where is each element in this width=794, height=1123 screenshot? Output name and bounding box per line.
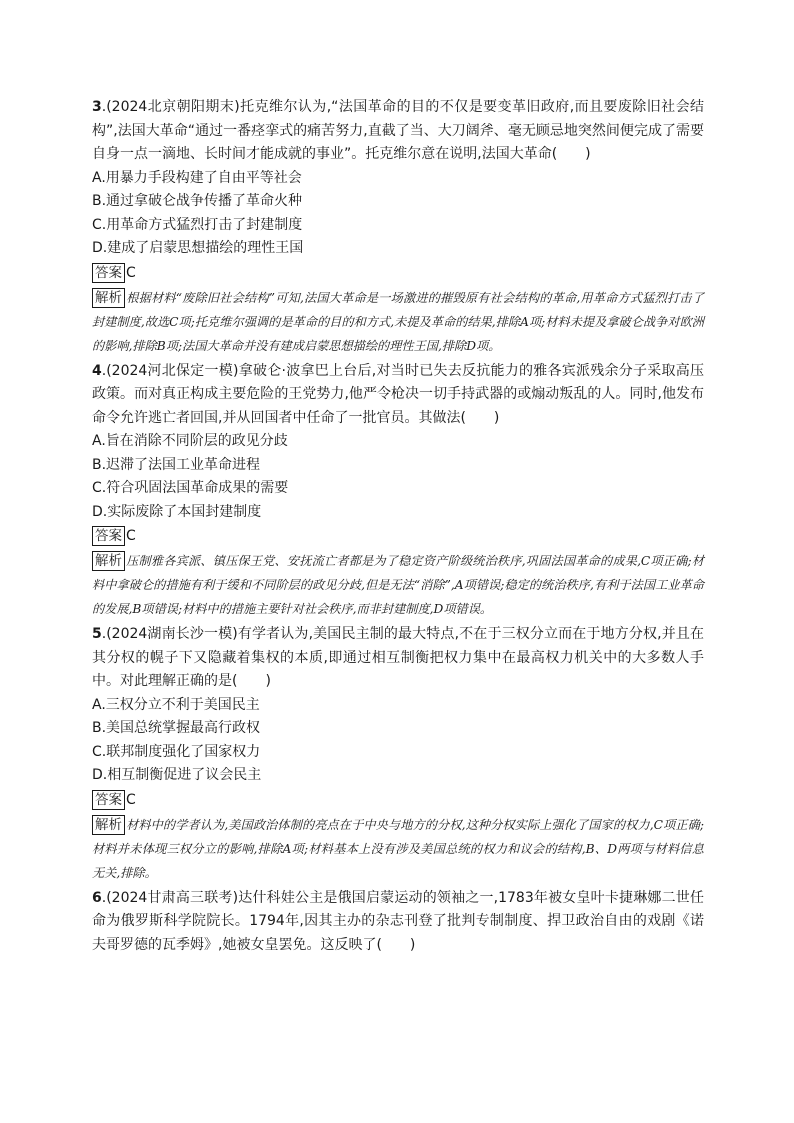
answer-value: C	[126, 264, 136, 281]
question-text: .(2024湖南长沙一模)有学者认为,美国民主制的最大特点,不在于三权分立而在于地方分权,并且在其分权的幌子下又隐藏着集权的本质,即通过相互制衡把权力集中在最高权力机关中的大多数人手中。对此理解正确的是( )	[92, 626, 704, 689]
option-c: C.联邦制度强化了国家权力	[92, 743, 261, 760]
analysis-label: 解析	[92, 815, 125, 835]
answer-line	[92, 789, 704, 811]
question-stem	[92, 96, 704, 167]
question-number: 6	[92, 889, 102, 906]
option-c: C.符合巩固法国革命成果的需要	[92, 480, 289, 496]
answer-value: C	[126, 528, 136, 544]
option-c: C.用革命方式猛烈打击了封建制度	[92, 216, 303, 233]
option-d: D.实际废除了本国封建制度	[92, 503, 262, 520]
analysis-label: 解析	[92, 551, 125, 571]
analysis-text: 材料中的学者认为,美国政治体制的亮点在于中央与地方的分权,这种分权实际上强化了国家的权力,C项正确;材料并未体现三权分立的影响,排除A项;材料基本上没有涉及美国总统的权力和议会的结构,B、D两项与材料信息无关,排除。	[92, 817, 704, 880]
analysis	[92, 549, 704, 621]
analysis-text: 根据材料“废除旧社会结构”可知,法国大革命是一场激进的摧毁原有社会结构的革命,用革命方式猛烈打击了封建制度,故选C项;托克维尔强调的是革命的目的和方式,未提及革命的结果,排除A项;材料未提及拿破仑战争对欧洲的影响,排除B项;法国大革命并没有建成启蒙思想描绘的理性王国,排除D项。	[92, 290, 704, 353]
answer-value: C	[126, 791, 136, 808]
question-3	[92, 96, 704, 358]
answer-line	[92, 525, 704, 547]
analysis-text: 压制雅各宾派、镇压保王党、安抚流亡者都是为了稳定资产阶级统治秩序,巩固法国革命的成果,C项正确;材料中拿破仑的措施有利于缓和不同阶层的政见分歧,但是无法“消除”,A项错误;稳定的统治秩序,有利于法国工业革命的发展,B项错误;材料中的措施主要针对社会秩序,而非封建制度,D项错误。	[92, 554, 704, 616]
question-number: 3	[92, 99, 102, 115]
question-stem	[92, 887, 704, 958]
option-d: D.建成了启蒙思想描绘的理性王国	[92, 240, 304, 256]
answer-label: 答案	[92, 263, 125, 283]
answer-line	[92, 262, 704, 284]
option-a: A.用暴力手段构建了自由平等社会	[92, 169, 302, 186]
question-text: .(2024北京朝阳期末)托克维尔认为,“法国革命的目的不仅是要变革旧政府,而且要废除旧社会结构”,法国大革命“通过一番痉挛式的痛苦努力,直截了当、大刀阔斧、毫无顾忌地突然间便完成了需要自身一点一滴地、长时间才能成就的事业”。托克维尔意在说明,法国大革命( )	[92, 99, 704, 162]
question-stem	[92, 360, 704, 431]
answer-label: 答案	[92, 526, 125, 546]
option-a: A.旨在消除不同阶层的政见分歧	[92, 433, 288, 449]
option-a: A.三权分立不利于美国民主	[92, 696, 260, 713]
question-text: .(2024河北保定一模)拿破仑·波拿巴上台后,对当时已失去反抗能力的雅各宾派残余分子采取高压政策。而对真正构成主要危险的王党势力,他严令枪决一切手持武器的或煽动叛乱的人。同时,他发布命令允许逃亡者回国,并从回国者中任命了一批官员。其做法( )	[92, 362, 704, 426]
analysis-label: 解析	[92, 288, 125, 308]
question-number: 5	[92, 626, 102, 642]
option-b: B.通过拿破仑战争传播了革命火种	[92, 193, 303, 209]
analysis	[92, 813, 704, 885]
question-text: .(2024甘肃高三联考)达什科娃公主是俄国启蒙运动的领袖之一,1783年被女皇叶卡捷琳娜二世任命为俄罗斯科学院院长。1794年,因其主办的杂志刊登了批判专制制度、捍卫政治自由的戏剧《诺夫哥罗德的瓦季姆》,她被女皇罢免。这反映了( )	[92, 889, 704, 953]
question-4	[92, 360, 704, 622]
question-5	[92, 623, 704, 885]
page-content	[92, 96, 704, 957]
question-stem	[92, 623, 704, 694]
question-number: 4	[92, 362, 102, 379]
option-d: D.相互制衡促进了议会民主	[92, 767, 262, 783]
answer-label: 答案	[92, 790, 125, 810]
option-b: B.美国总统掌握最高行政权	[92, 720, 261, 736]
option-b: B.迟滞了法国工业革命进程	[92, 456, 261, 473]
question-6	[92, 887, 704, 958]
analysis	[92, 286, 704, 358]
